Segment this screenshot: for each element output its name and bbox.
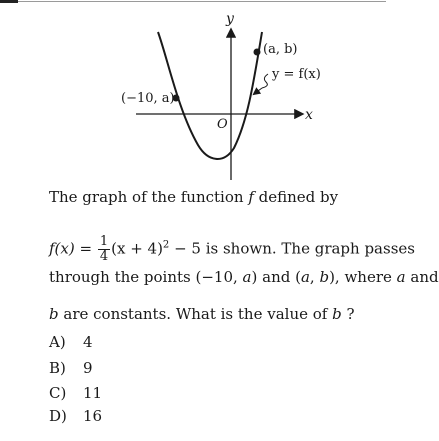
variable-a: a (396, 268, 406, 286)
choice-value: 9 (83, 359, 93, 377)
point-left-label: (−10, a) (121, 91, 175, 106)
text: through the points (−10, (49, 268, 243, 286)
fraction-numerator: 1 (99, 234, 109, 249)
curve-label-arrow (254, 88, 262, 94)
variable-a: a (242, 268, 252, 286)
choice-letter: B) (49, 359, 66, 377)
question-line-4 (49, 305, 355, 323)
choice-value: 16 (83, 407, 103, 425)
choice-letter: A) (49, 333, 66, 351)
function-expression: f(x) (49, 239, 75, 258)
parabola-graph (0, 0, 418, 185)
choice-value: 11 (83, 384, 103, 402)
equals-sign: = (74, 239, 97, 258)
text: , (309, 268, 320, 286)
text: − 5 is shown. The graph passes (169, 239, 415, 258)
answer-choice-a[interactable] (49, 333, 93, 351)
origin-label: O (217, 117, 228, 132)
squared-expression: (x + 4) (111, 239, 163, 258)
answer-choice-b[interactable] (49, 359, 93, 377)
question-line-1 (49, 188, 338, 206)
variable-a: a (300, 268, 310, 286)
text: ) and ( (251, 268, 301, 286)
function-name: f (248, 188, 254, 206)
text: defined by (253, 188, 339, 206)
variable-b: b (332, 305, 342, 323)
point-right-label: (a, b) (263, 42, 298, 57)
question-line-3 (49, 268, 439, 286)
answer-choice-d[interactable] (49, 407, 102, 425)
point-right (254, 49, 261, 56)
curve-label-pointer (262, 74, 268, 88)
variable-b: b (319, 268, 330, 286)
fraction (98, 235, 110, 264)
variable-b: b (49, 305, 59, 323)
text: The graph of the function (49, 188, 249, 206)
x-axis-label: x (305, 107, 313, 123)
choice-letter: C) (49, 384, 67, 402)
text: are constants. What is the value of (58, 305, 333, 323)
curve-label: y = f(x) (272, 67, 321, 82)
y-axis-label: y (226, 11, 234, 27)
exponent: 2 (162, 239, 170, 251)
question-line-2 (49, 235, 415, 264)
text: ? (341, 305, 355, 323)
fraction-denominator: 4 (99, 249, 109, 264)
choice-letter: D) (49, 407, 67, 425)
choice-value: 4 (83, 333, 93, 351)
text: ), where (329, 268, 397, 286)
answer-choice-c[interactable] (49, 384, 102, 402)
text: and (405, 268, 439, 286)
